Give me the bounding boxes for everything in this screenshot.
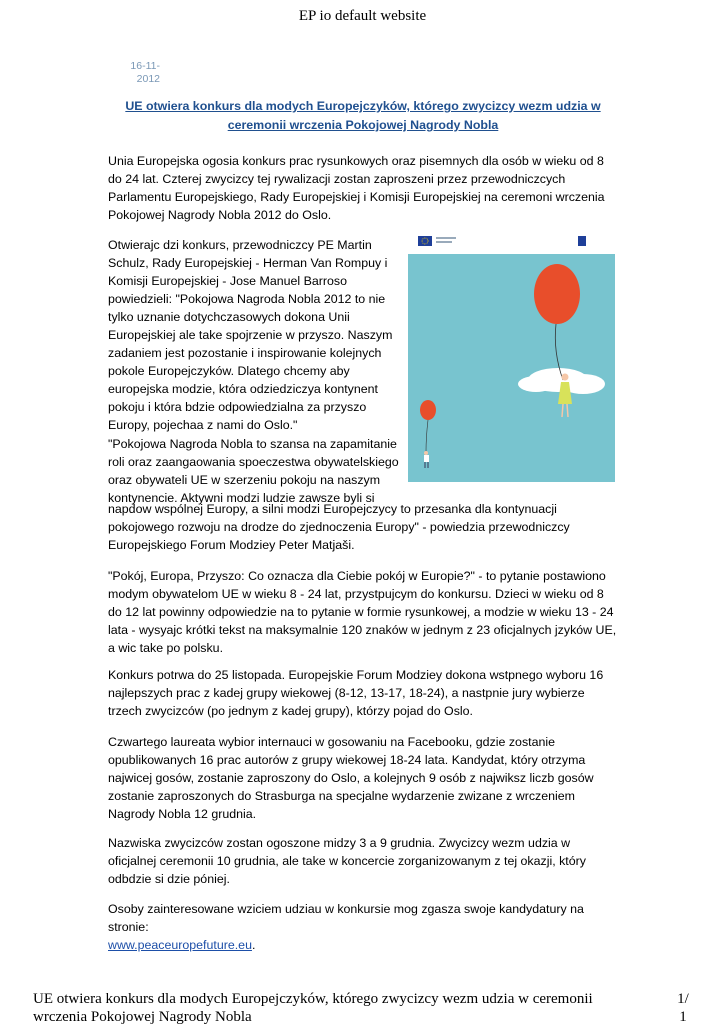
poster-caption-line [436,237,456,239]
parliament-logo-icon [578,236,586,246]
contest-link[interactable]: www.peaceuropefuture.eu [108,938,252,952]
article-paragraph: napdow wspólnej Europy, a silni modzi Europejczycy to przesanka dla kontynuacji pokojowego rozwoju na drodze do zjednoczenia Europy" - powiedzia przewodniczcy Europejskiego Forum Modziey Peter Matjaši. [108,502,570,552]
footer-page-number: 1/ 1 [677,991,689,1025]
eu-flag-icon [418,236,432,246]
article-paragraph: Nazwiska zwycizców zostan ogoszone midzy 3 a 9 grudnia. Zwycizcy wezm udzia w oficjalnej ceremonii 10 grudnia, ale take w koncercie zorganizowanym z tej okazji, który odbdzie si dzie póniej. [108,836,586,886]
poster-sky [408,232,615,482]
big-balloon [534,264,580,324]
article-paragraph: "Pokój, Europa, Przyszo: Co oznacza dla Ciebie pokój w Europie?" - to pytanie postawiono modym obywatelom UE w wieku 8 - 24 lat, przystpujcym do konkursu. Dzieci w wieku od 8 do 12 lat powinny odpowiedzie na to pytanie w formie rysunkowej, a modzie w wieku 13 - 24 lata - wysyajc krótki tekst na maksymalnie 120 znaków w jednym z 23 oficjalnych jzyków UE, a wic take po polsku. [108,569,617,655]
article-headline[interactable]: UE otwiera konkurs dla modych Europejczyków, którego zwycizcy wezm udzia w ceremonii wrczenia Pokojowej Nagrody Nobla [125,99,601,132]
article-paragraph: Osoby zainteresowane wziciem udziau w konkursie mog zgasza swoje kandydatury na stronie: [108,902,584,934]
small-balloon [420,400,436,420]
article-paragraph: "Pokojowa Nagroda Nobla to szansa na zapamitanie roli oraz zaangaowania spoeczestwa obywatelskiego oraz obywateli UE w szerzeniu pokoju na naszym kontynencie. Aktywni modzi ludzie zawsze byli si [108,437,399,505]
site-title: EP io default website [298,8,427,24]
article-paragraph: Konkurs potrwa do 25 listopada. Europejskie Forum Modziey dokona wstpnego wyboru 16 najlepszych prac z kadej grupy wiekowej (8-12, 13-17, 18-24), a nastpnie jury wybierze trzech zwycizców (po jednym z kadej grupy), którzy pojad do Oslo. [108,668,604,718]
article-paragraph-last [108,900,620,954]
article-date: 16-11-2012 [130,60,160,85]
article-paragraph: Unia Europejska ogosia konkurs prac rysunkowych oraz pisemnych dla osób w wieku od 8 do 24 lat. Czterej zwycizcy tej rywalizacji zostan zaproszeni przez przewodniczcych Parlamentu Europejskiego, Rady Europejskiej i Komisji Europejskiej na ceremoni wrczenia Pokojowej Nagrody Nobla 2012 do Oslo. [108,154,605,222]
article-paragraph: Czwartego laureata wybior internauci w gosowaniu na Facebooku, gdzie zostanie opublikowanych 16 prac autorów z grupy wiekowej 18-24 lata. Kandydat, który otrzyma najwicej gosów, zostanie zaproszony do Oslo, a kolejnych 9 osób z najwiksz liczb gosów zostanie zaproszonych do Strasburga na specjalne wydarzenie zwizane z wrczeniem Nagrody Nobla 12 grudnia. [108,735,594,821]
article-paragraph: Otwierajc dzi konkurs, przewodniczcy PE Martin Schulz, Rady Europejskiej - Herman Van Rompuy i Komisji Europejskiej - Jose Manuel Barroso powiedzieli: "Pokojowa Nagroda Nobla 2012 to nie tylko uznanie dotychczasowych dokona Unii Europejskiej ale take spojrzenie w przyszo. Naszym zadaniem jest pozostanie i inspirowanie kolejnych pokole Europejczyków. Dlatego chcemy aby europejska modzie, która odziedziczya kontynent pokoju i która bdzie odpowiedzialna za przyszo Europy, pojechaa z nami do Oslo." [108,238,393,432]
contest-poster-image [408,232,615,482]
footer-title: UE otwiera konkurs dla modych Europejczyków, którego zwycizcy wezm udzia w ceremonii wrczenia Pokojowej Nagrody Nobla [33,991,593,1025]
poster-caption-line [436,241,452,243]
link-suffix: . [251,938,256,952]
